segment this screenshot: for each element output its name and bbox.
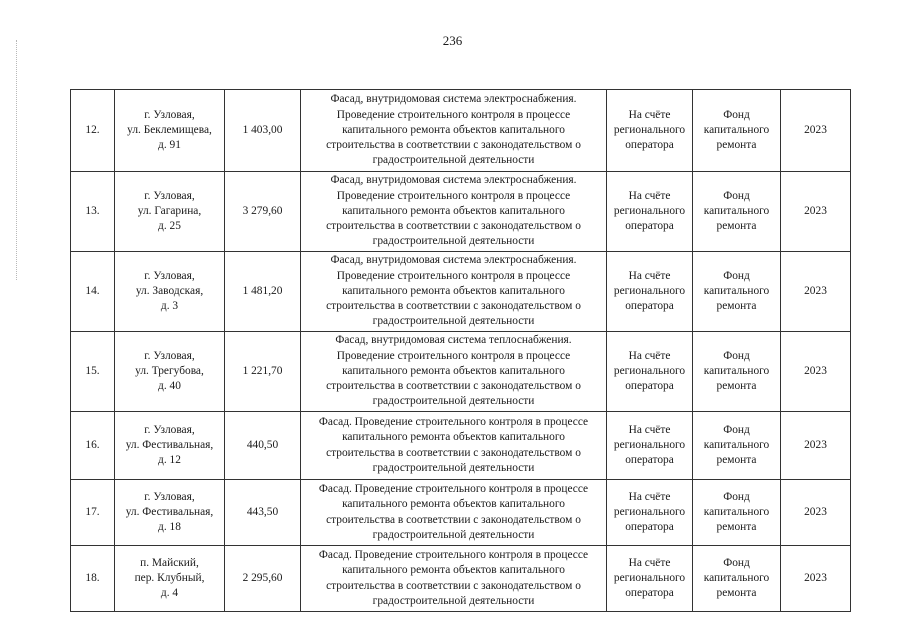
funding-line: Фонд <box>723 108 750 121</box>
description-line: строительства в соответствии с законодательством о <box>326 300 581 313</box>
description-line: градостроительной деятельности <box>372 395 535 408</box>
address-cell <box>115 332 225 412</box>
account-line: регионального <box>613 438 686 451</box>
address-cell <box>115 172 225 252</box>
description-line: капитального ремонта объектов капитального <box>342 123 565 136</box>
work-description-cell <box>301 332 607 412</box>
table-row <box>71 332 851 412</box>
description-line: градостроительной деятельности <box>372 528 535 541</box>
year-cell: 2023 <box>781 412 851 480</box>
description-line: Проведение строительного контроля в процессе <box>336 269 571 282</box>
funding-line: Фонд <box>723 556 750 569</box>
area-cell: 440,50 <box>225 412 301 480</box>
works-table <box>70 89 851 612</box>
address-line: пер. Клубный, <box>134 571 205 584</box>
table-row <box>71 480 851 546</box>
work-description-cell <box>301 252 607 332</box>
year-cell: 2023 <box>781 480 851 546</box>
account-line: регионального <box>613 571 686 584</box>
table-row <box>71 90 851 172</box>
account-cell <box>607 172 693 252</box>
account-line: оператора <box>625 587 674 600</box>
funding-source-cell <box>693 332 781 412</box>
year-cell: 2023 <box>781 90 851 172</box>
row-number-cell: 12. <box>71 90 115 172</box>
funding-line: капитального <box>703 123 770 136</box>
address-cell <box>115 480 225 546</box>
address-line: д. 12 <box>158 454 181 467</box>
row-number-cell: 13. <box>71 172 115 252</box>
funding-source-cell <box>693 546 781 612</box>
address-cell <box>115 546 225 612</box>
account-line: На счёте <box>628 108 671 121</box>
description-line: Проведение строительного контроля в процессе <box>336 189 571 202</box>
address-cell <box>115 252 225 332</box>
funding-line: ремонта <box>716 300 757 313</box>
row-number-cell: 17. <box>71 480 115 546</box>
funding-source-cell <box>693 412 781 480</box>
table-row <box>71 412 851 480</box>
funding-line: ремонта <box>716 139 757 152</box>
account-line: На счёте <box>628 189 671 202</box>
work-description-cell <box>301 480 607 546</box>
description-line: Фасад. Проведение строительного контроля в процессе <box>318 416 589 429</box>
account-cell <box>607 252 693 332</box>
account-cell <box>607 332 693 412</box>
address-line: г. Узловая, <box>144 108 195 121</box>
account-line: регионального <box>613 123 686 136</box>
funding-line: ремонта <box>716 521 757 534</box>
description-line: капитального ремонта объектов капитального <box>342 204 565 217</box>
address-line: ул. Фестивальная, <box>125 505 214 518</box>
description-line: строительства в соответствии с законодательством о <box>326 139 581 152</box>
description-line: капитального ремонта объектов капитального <box>342 498 565 511</box>
address-line: д. 25 <box>158 220 181 233</box>
funding-line: капитального <box>703 438 770 451</box>
description-line: градостроительной деятельности <box>372 594 535 607</box>
area-cell: 443,50 <box>225 480 301 546</box>
year-cell: 2023 <box>781 172 851 252</box>
address-line: г. Узловая, <box>144 423 195 436</box>
description-line: Фасад, внутридомовая система теплоснабжения. <box>335 334 572 347</box>
description-line: Фасад. Проведение строительного контроля в процессе <box>318 549 589 562</box>
address-line: г. Узловая, <box>144 490 195 503</box>
margin-guide <box>16 40 17 280</box>
address-line: д. 40 <box>158 380 181 393</box>
funding-line: Фонд <box>723 189 750 202</box>
work-description-cell <box>301 90 607 172</box>
funding-line: ремонта <box>716 454 757 467</box>
account-line: На счёте <box>628 423 671 436</box>
account-line: оператора <box>625 380 674 393</box>
table-row <box>71 172 851 252</box>
account-line: На счёте <box>628 490 671 503</box>
description-line: строительства в соответствии с законодательством о <box>326 513 581 526</box>
address-line: д. 4 <box>160 587 179 600</box>
area-cell: 3 279,60 <box>225 172 301 252</box>
address-line: ул. Фестивальная, <box>125 438 214 451</box>
account-line: оператора <box>625 300 674 313</box>
account-line: оператора <box>625 454 674 467</box>
account-cell <box>607 412 693 480</box>
table-row <box>71 252 851 332</box>
work-description-cell <box>301 172 607 252</box>
address-line: ул. Гагарина, <box>137 204 202 217</box>
funding-source-cell <box>693 90 781 172</box>
funding-line: капитального <box>703 505 770 518</box>
account-line: На счёте <box>628 349 671 362</box>
account-cell <box>607 546 693 612</box>
address-line: д. 18 <box>158 521 181 534</box>
row-number-cell: 14. <box>71 252 115 332</box>
funding-line: капитального <box>703 204 770 217</box>
account-line: На счёте <box>628 556 671 569</box>
description-line: градостроительной деятельности <box>372 461 535 474</box>
area-cell: 1 403,00 <box>225 90 301 172</box>
description-line: Проведение строительного контроля в процессе <box>336 108 571 121</box>
description-line: Проведение строительного контроля в процессе <box>336 349 571 362</box>
description-line: градостроительной деятельности <box>372 235 535 248</box>
account-line: оператора <box>625 139 674 152</box>
address-cell <box>115 90 225 172</box>
address-line: г. Узловая, <box>144 269 195 282</box>
description-line: капитального ремонта объектов капитального <box>342 284 565 297</box>
account-line: регионального <box>613 204 686 217</box>
description-line: градостроительной деятельности <box>372 154 535 167</box>
description-line: капитального ремонта объектов капитального <box>342 564 565 577</box>
work-description-cell <box>301 412 607 480</box>
area-cell: 1 221,70 <box>225 332 301 412</box>
funding-line: Фонд <box>723 269 750 282</box>
account-line: регионального <box>613 364 686 377</box>
page-number: 236 <box>442 33 463 48</box>
funding-line: ремонта <box>716 380 757 393</box>
address-line: ул. Заводская, <box>135 284 204 297</box>
account-line: регионального <box>613 284 686 297</box>
funding-line: ремонта <box>716 587 757 600</box>
funding-line: капитального <box>703 571 770 584</box>
address-line: г. Узловая, <box>144 349 195 362</box>
address-line: д. 3 <box>160 300 179 313</box>
funding-line: капитального <box>703 364 770 377</box>
address-line: д. 91 <box>158 139 181 152</box>
account-cell <box>607 90 693 172</box>
row-number-cell: 18. <box>71 546 115 612</box>
funding-line: Фонд <box>723 423 750 436</box>
description-line: Фасад, внутридомовая система электроснабжения. <box>330 174 577 187</box>
funding-source-cell <box>693 480 781 546</box>
address-line: ул. Трегубова, <box>135 364 204 377</box>
description-line: Фасад, внутридомовая система электроснабжения. <box>330 93 577 106</box>
address-line: ул. Беклемищева, <box>127 123 212 136</box>
work-description-cell <box>301 546 607 612</box>
description-line: строительства в соответствии с законодательством о <box>326 446 581 459</box>
description-line: строительства в соответствии с законодательством о <box>326 380 581 393</box>
address-line: г. Узловая, <box>144 189 195 202</box>
funding-line: Фонд <box>723 490 750 503</box>
funding-line: ремонта <box>716 220 757 233</box>
account-line: оператора <box>625 220 674 233</box>
description-line: строительства в соответствии с законодательством о <box>326 220 581 233</box>
area-cell: 2 295,60 <box>225 546 301 612</box>
funding-line: капитального <box>703 284 770 297</box>
description-line: капитального ремонта объектов капитального <box>342 364 565 377</box>
description-line: градостроительной деятельности <box>372 315 535 328</box>
funding-source-cell <box>693 252 781 332</box>
description-line: Фасад, внутридомовая система электроснабжения. <box>330 254 577 267</box>
year-cell: 2023 <box>781 252 851 332</box>
row-number-cell: 16. <box>71 412 115 480</box>
row-number-cell: 15. <box>71 332 115 412</box>
account-line: На счёте <box>628 269 671 282</box>
description-line: капитального ремонта объектов капитального <box>342 431 565 444</box>
table-row <box>71 546 851 612</box>
account-line: оператора <box>625 521 674 534</box>
funding-source-cell <box>693 172 781 252</box>
description-line: строительства в соответствии с законодательством о <box>326 579 581 592</box>
description-line: Фасад. Проведение строительного контроля в процессе <box>318 483 589 496</box>
area-cell: 1 481,20 <box>225 252 301 332</box>
address-line: п. Майский, <box>140 556 199 569</box>
year-cell: 2023 <box>781 546 851 612</box>
account-cell <box>607 480 693 546</box>
year-cell: 2023 <box>781 332 851 412</box>
account-line: регионального <box>613 505 686 518</box>
funding-line: Фонд <box>723 349 750 362</box>
address-cell <box>115 412 225 480</box>
